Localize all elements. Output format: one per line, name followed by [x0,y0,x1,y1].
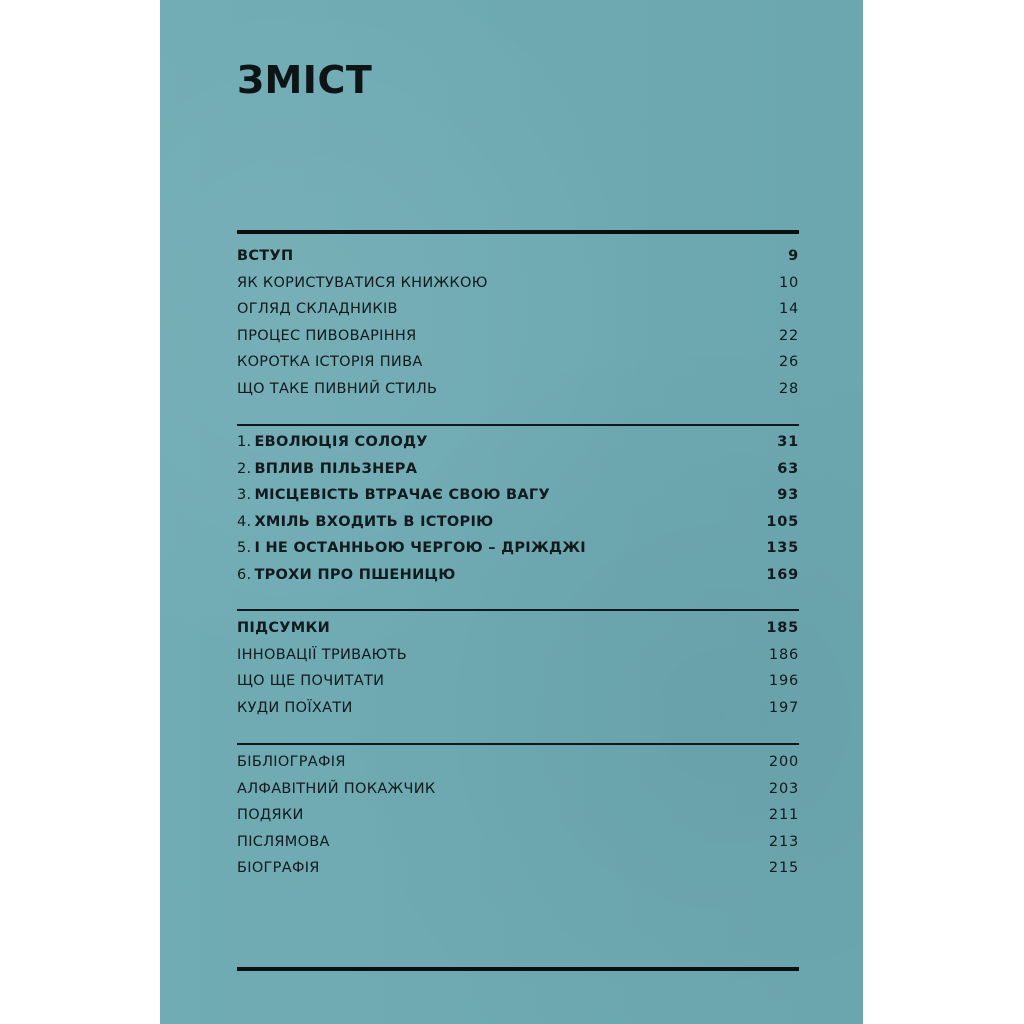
toc-entry[interactable] [237,754,799,781]
toc-entry-title: КУДИ ПОЇХАТИ [237,699,353,716]
chapter-number: 5. [237,540,252,557]
section-divider [237,743,799,745]
toc-entry-title: ТРОХИ ПРО ПШЕНИЦЮ [254,566,456,583]
toc-entry-title: ОГЛЯД СКЛАДНИКІВ [237,301,398,318]
toc-entry[interactable] [237,514,799,541]
toc-entry-page: 93 [777,487,799,504]
toc-entry-title: КОРОТКА ІСТОРІЯ ПИВА [237,354,423,371]
toc-section-intro [237,248,799,408]
toc-entry[interactable] [237,328,799,355]
toc-entry-page: 203 [768,780,799,797]
toc-entry-page: 186 [768,646,799,663]
toc-entry-title: ІННОВАЦІЇ ТРИВАЮТЬ [237,646,407,663]
toc-entry-title: ЯК КОРИСТУВАТИСЯ КНИЖКОЮ [237,274,488,291]
toc-entry-page: 215 [768,860,799,877]
section-divider [237,609,799,611]
toc-entry-title: ВПЛИВ ПІЛЬЗНЕРА [254,460,418,477]
chapter-number: 3. [237,487,252,504]
toc-entry[interactable] [237,354,799,381]
toc-entry-title: ПОДЯКИ [237,807,304,824]
toc-entry-title: ЩО ЩЕ ПОЧИТАТИ [237,673,385,690]
toc-entry-title: АЛФАВІТНИЙ ПОКАЖЧИК [237,780,436,797]
toc-entry-page: 63 [777,460,799,477]
toc-entry[interactable] [237,434,799,461]
toc-entry-page: 169 [766,566,799,583]
toc-entry[interactable] [237,620,799,647]
toc-entry[interactable] [237,301,799,328]
book-page [160,0,863,1024]
toc-entry[interactable] [237,673,799,700]
top-rule [237,230,799,234]
toc-entry-title: І НЕ ОСТАННЬОЮ ЧЕРГОЮ – ДРІЖДЖІ [254,540,586,557]
toc-entry-page: 9 [788,248,799,264]
toc-entry[interactable] [237,487,799,514]
toc-entry[interactable] [237,700,799,727]
toc-entry-page: 31 [777,434,799,450]
toc-entry-title: ЩО ТАКЕ ПИВНИЙ СТИЛЬ [237,380,438,397]
toc-entry-title: ХМІЛЬ ВХОДИТЬ В ІСТОРІЮ [254,513,494,530]
toc-entry-page: 213 [768,833,799,850]
toc-entry-title: ВСТУП [237,248,294,264]
chapter-number: 1. [237,434,252,450]
toc-section-summary [237,620,799,726]
toc-entry-page: 200 [768,754,799,770]
toc-section-chapters [237,434,799,594]
toc-entry-title: БІОГРАФІЯ [237,860,320,877]
toc-entry-title: БІБЛІОГРАФІЯ [237,754,346,770]
toc-entry-title: ЕВОЛЮЦІЯ СОЛОДУ [254,434,428,450]
toc-entry[interactable] [237,807,799,834]
bottom-rule [237,967,799,971]
toc-entry-title: ПІДСУМКИ [237,620,331,636]
toc-entry-page: 28 [778,380,799,397]
toc-entry[interactable] [237,567,799,594]
toc-entry[interactable] [237,781,799,808]
toc-entry[interactable] [237,647,799,674]
toc-entry-page: 211 [768,807,799,824]
toc-entry-title: МІСЦЕВІСТЬ ВТРАЧАЄ СВОЮ ВАГУ [254,487,550,504]
toc-entry-page: 196 [768,673,799,690]
toc-entry[interactable] [237,381,799,408]
toc-entry[interactable] [237,248,799,275]
toc-entry[interactable] [237,834,799,861]
toc-entry-page: 105 [766,513,799,530]
toc-entry-page: 22 [778,327,799,344]
chapter-number: 6. [237,566,252,583]
toc-entry-page: 14 [778,301,799,318]
toc-entry[interactable] [237,540,799,567]
toc-entry-page: 10 [778,274,799,291]
toc-entry[interactable] [237,461,799,488]
toc-section-back-matter [237,754,799,887]
chapter-number: 4. [237,513,252,530]
toc-entry-title: ПІСЛЯМОВА [237,833,330,850]
chapter-number: 2. [237,460,252,477]
toc-entry[interactable] [237,860,799,887]
toc-entry-title: ПРОЦЕС ПИВОВАРІННЯ [237,327,417,344]
section-divider [237,424,799,426]
page-title: ЗМІСТ [237,58,373,102]
toc-entry-page: 197 [768,699,799,716]
toc-entry[interactable] [237,275,799,302]
toc-entry-page: 26 [778,354,799,371]
toc-entry-page: 135 [766,540,799,557]
toc-entry-page: 185 [766,620,799,636]
